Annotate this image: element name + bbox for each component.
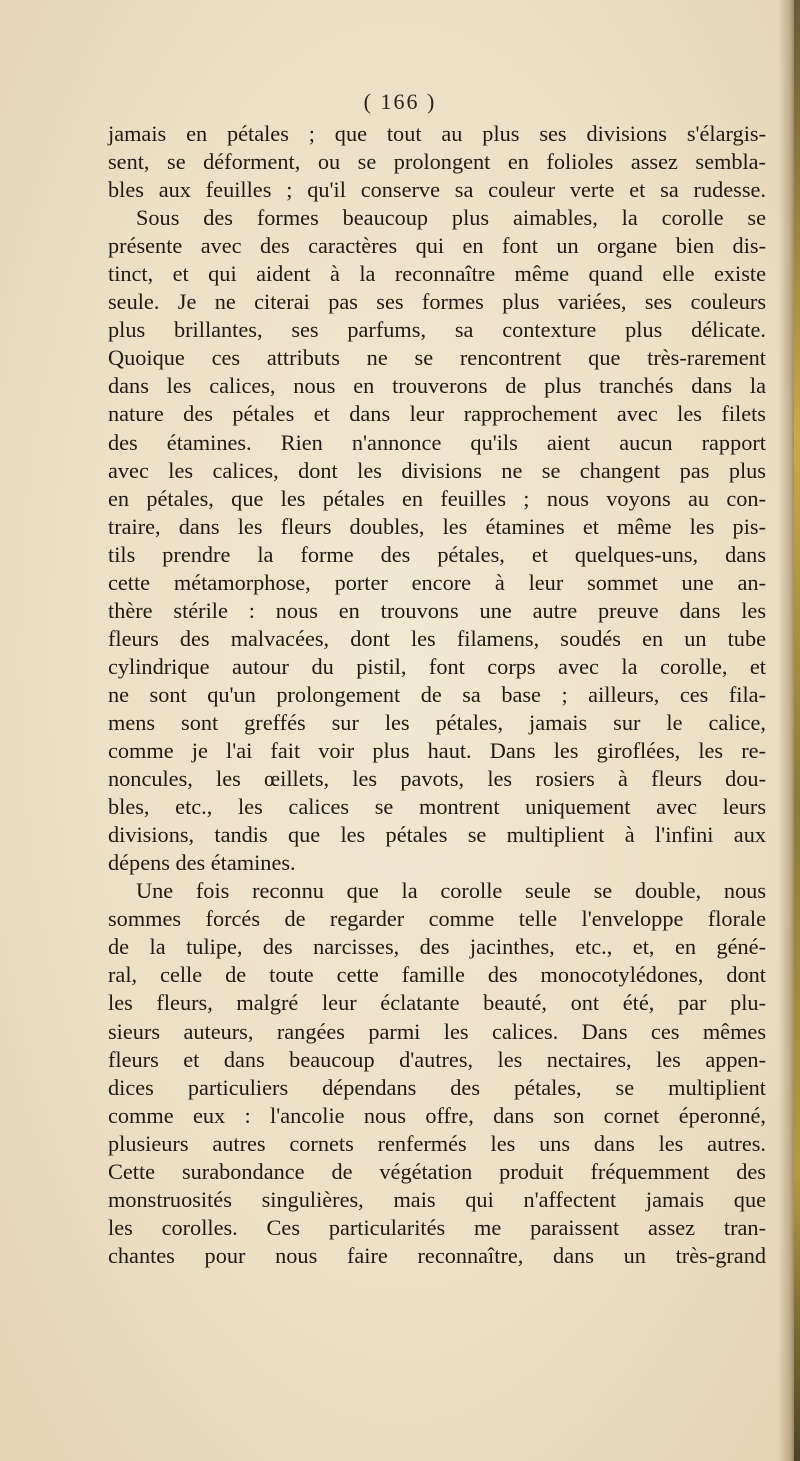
text-line: bles, etc., les calices se montrent uniquement avec leurs bbox=[108, 794, 766, 820]
text-line: Sous des formes beaucoup plus aimables, la corolle se bbox=[136, 205, 766, 231]
body-text bbox=[108, 120, 766, 1270]
text-line: comme eux : l'ancolie nous offre, dans son cornet éperonné, bbox=[108, 1102, 766, 1128]
text-line: chantes pour nous faire reconnaître, dans un très-grand bbox=[108, 1242, 766, 1268]
text-line: divisions, tandis que les pétales se multiplient à l'infini aux bbox=[108, 822, 766, 848]
text-line: cylindrique autour du pistil, font corps avec la corolle, et bbox=[108, 653, 766, 679]
page-number: ( 166 ) bbox=[363, 89, 437, 114]
text-line: des étamines. Rien n'annonce qu'ils aient aucun rapport bbox=[108, 429, 766, 455]
text-line: de la tulipe, des narcisses, des jacinthes, etc., et, en géné- bbox=[108, 934, 766, 960]
text-line: comme je l'ai fait voir plus haut. Dans les giroflées, les re- bbox=[108, 738, 766, 764]
page-edge-strip bbox=[794, 0, 800, 1461]
text-line: Cette surabondance de végétation produit fréquemment des bbox=[108, 1158, 766, 1184]
text-line: sommes forcés de regarder comme telle l'enveloppe florale bbox=[108, 906, 766, 932]
text-line: noncules, les œillets, les pavots, les rosiers à fleurs dou- bbox=[108, 766, 766, 792]
text-line: nature des pétales et dans leur rapprochement avec les filets bbox=[108, 401, 766, 427]
text-line: dans les calices, nous en trouverons de plus tranchés dans la bbox=[108, 373, 766, 399]
text-line: plus brillantes, ses parfums, sa contexture plus délicate. bbox=[108, 317, 766, 343]
text-line: ne sont qu'un prolongement de sa base ; ailleurs, ces fila- bbox=[108, 681, 766, 707]
text-line: dépens des étamines. bbox=[108, 850, 296, 876]
text-line: avec les calices, dont les divisions ne se changent pas plus bbox=[108, 457, 766, 483]
text-line: dices particuliers dépendans des pétales, se multiplient bbox=[108, 1074, 766, 1100]
text-line: thère stérile : nous en trouvons une autre preuve dans les bbox=[108, 597, 766, 623]
text-line: les fleurs, malgré leur éclatante beauté, ont été, par plu- bbox=[108, 990, 766, 1016]
text-line: sent, se déforment, ou se prolongent en folioles assez sembla- bbox=[108, 149, 766, 175]
text-line: mens sont greffés sur les pétales, jamais sur le calice, bbox=[108, 709, 766, 735]
text-line: fleurs et dans beaucoup d'autres, les nectaires, les appen- bbox=[108, 1046, 766, 1072]
text-line: présente avec des caractères qui en font un organe bien dis- bbox=[108, 233, 766, 259]
text-line: sieurs auteurs, rangées parmi les calices. Dans ces mêmes bbox=[108, 1018, 766, 1044]
text-line: ral, celle de toute cette famille des monocotylédones, dont bbox=[108, 962, 766, 988]
text-line: tinct, et qui aident à la reconnaître même quand elle existe bbox=[108, 261, 766, 287]
text-line: en pétales, que les pétales en feuilles ; nous voyons au con- bbox=[108, 485, 766, 511]
text-line: traire, dans les fleurs doubles, les étamines et même les pis- bbox=[108, 513, 766, 539]
text-line: les corolles. Ces particularités me paraissent assez tran- bbox=[108, 1214, 766, 1240]
text-line: Une fois reconnu que la corolle seule se double, nous bbox=[136, 878, 766, 904]
text-line: tils prendre la forme des pétales, et quelques-uns, dans bbox=[108, 541, 766, 567]
text-line: monstruosités singulières, mais qui n'affectent jamais que bbox=[108, 1186, 766, 1212]
text-line: plusieurs autres cornets renfermés les uns dans les autres. bbox=[108, 1130, 766, 1156]
text-line: Quoique ces attributs ne se rencontrent que très-rarement bbox=[108, 345, 766, 371]
text-line: fleurs des malvacées, dont les filamens, soudés en un tube bbox=[108, 625, 766, 651]
text-line: bles aux feuilles ; qu'il conserve sa couleur verte et sa rudesse. bbox=[108, 177, 766, 203]
text-line: cette métamorphose, porter encore à leur sommet une an- bbox=[108, 569, 766, 595]
text-line: seule. Je ne citerai pas ses formes plus variées, ses couleurs bbox=[108, 289, 766, 315]
text-line: jamais en pétales ; que tout au plus ses divisions s'élargis- bbox=[108, 121, 766, 146]
